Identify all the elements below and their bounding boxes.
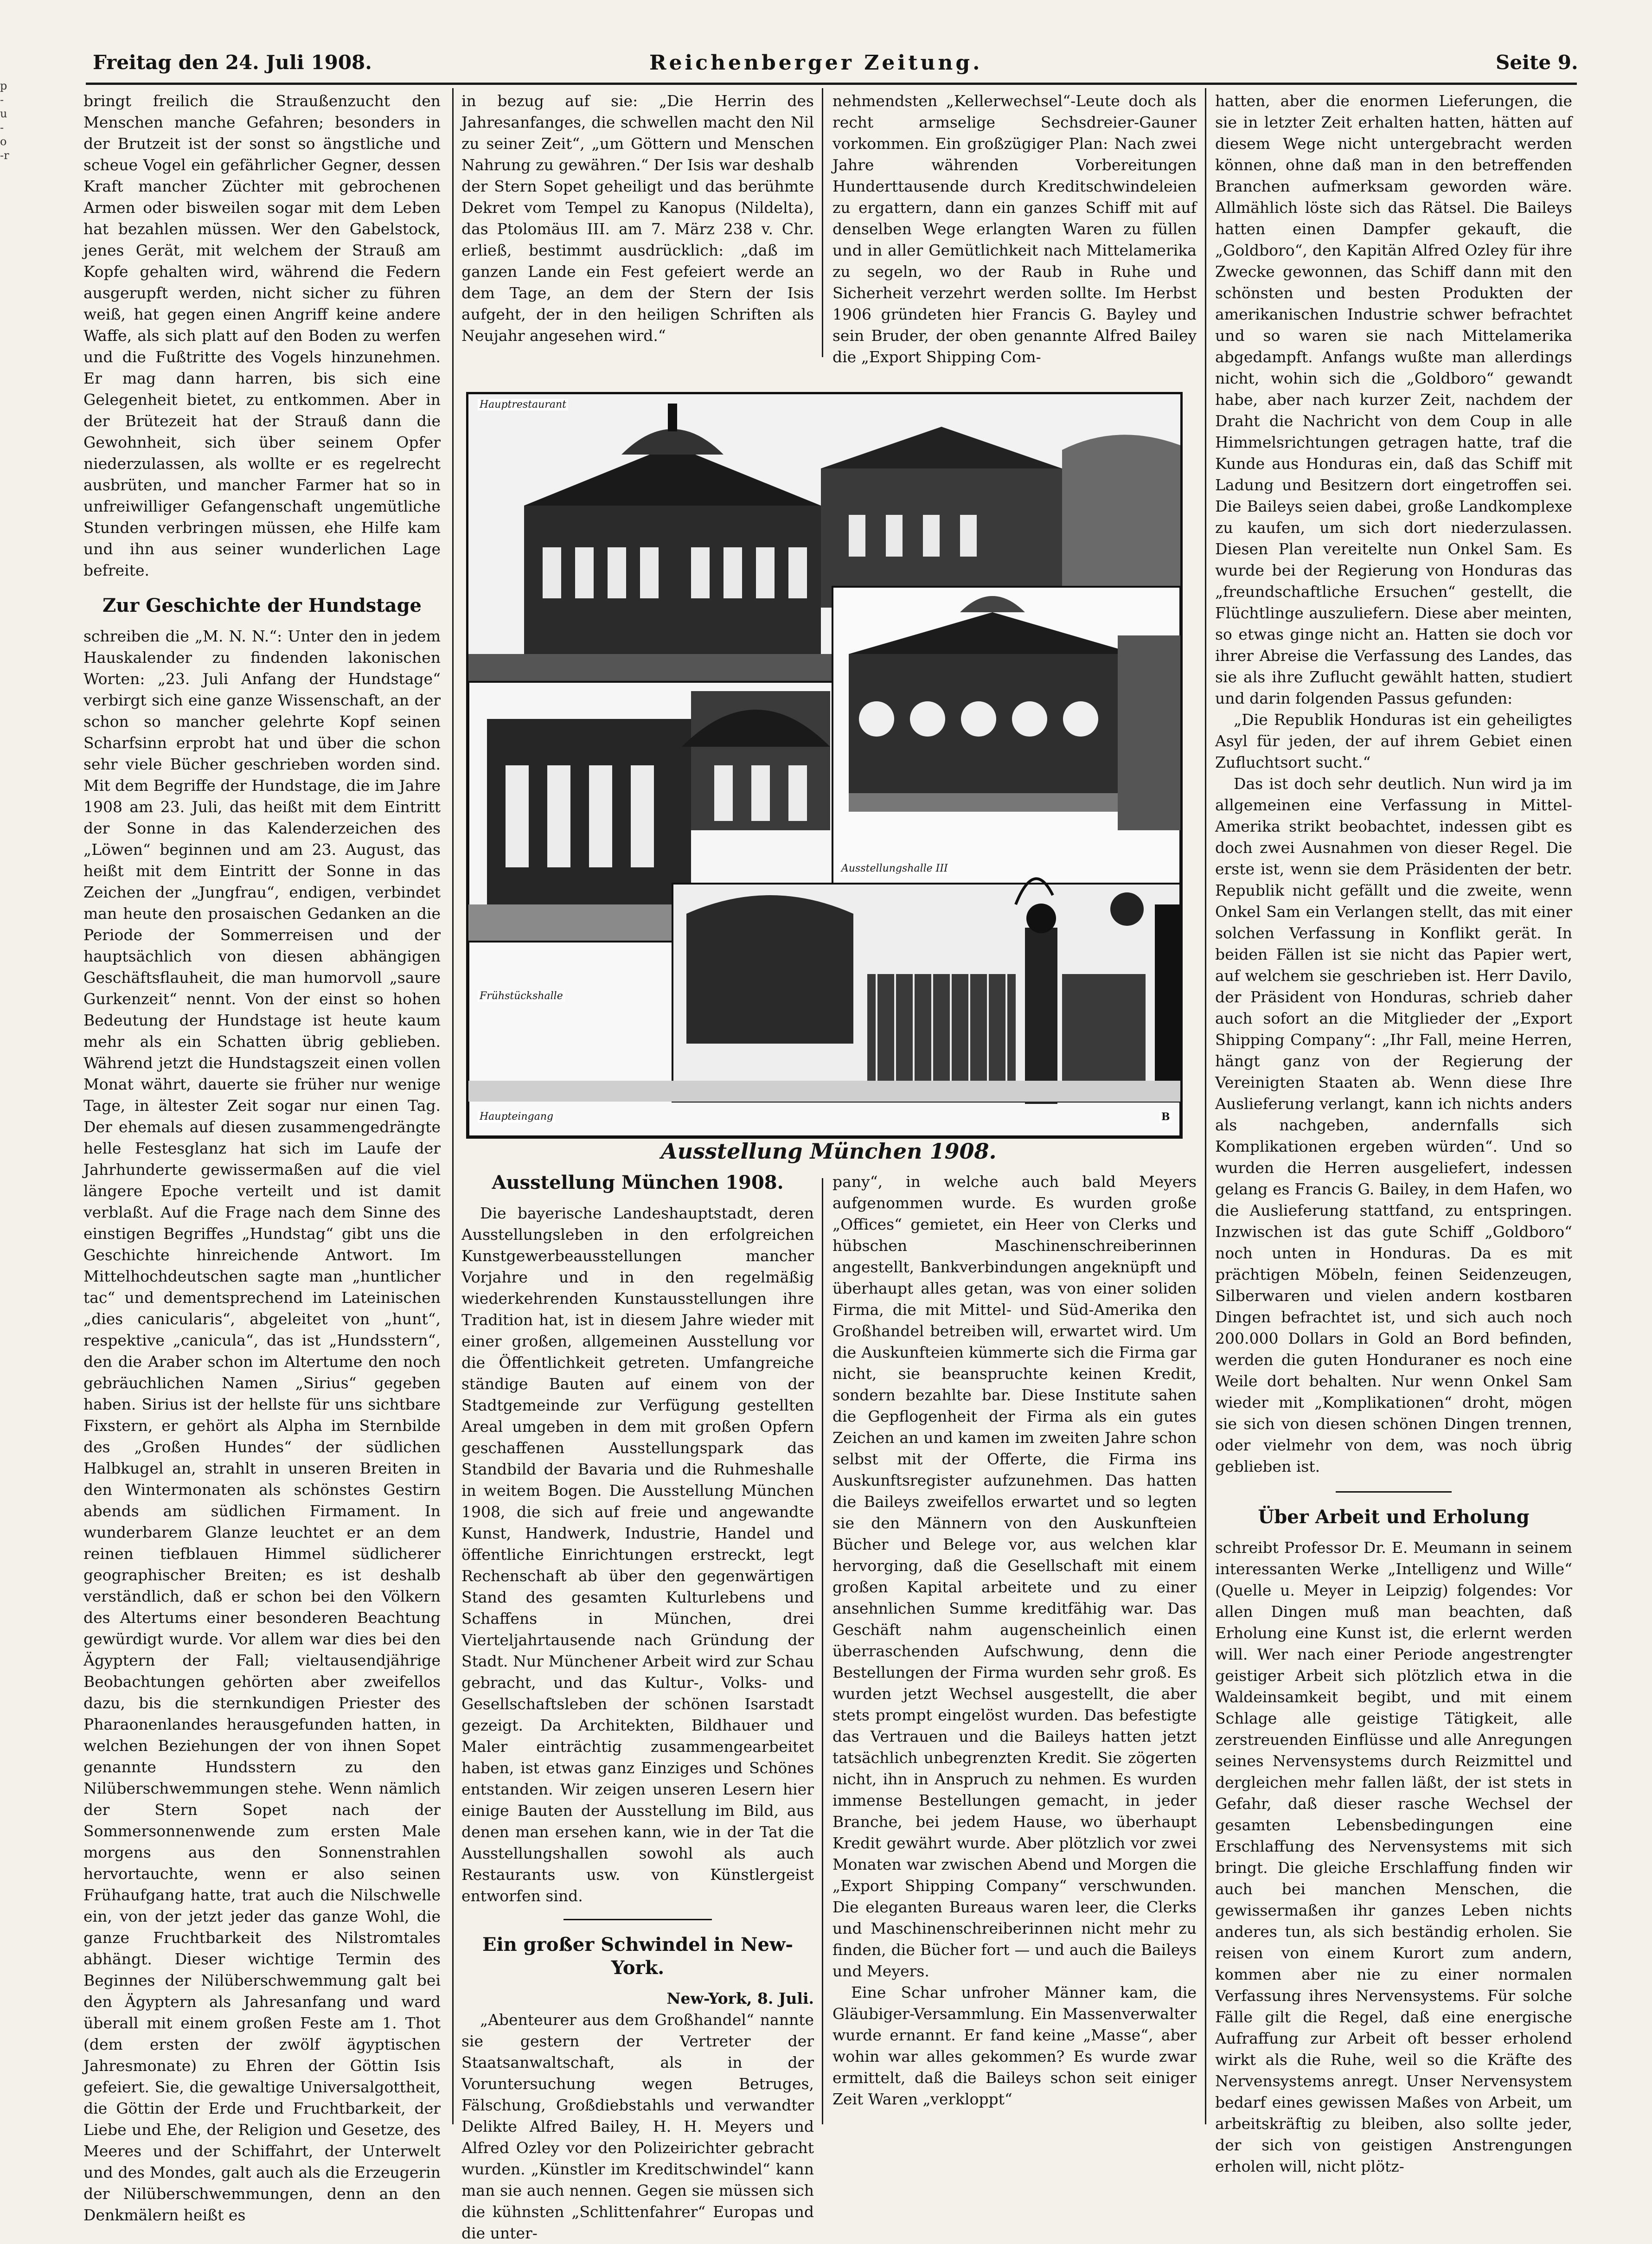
label-main-restaurant: Hauptrestaurant: [478, 399, 568, 410]
ostrich-text: bringt freilich die Straußenzucht den Menschen manche Gefahren; besonders in der Brutzeit ist der sonst so ängstliche und scheue Vogel ein gefährlicher Gegner, dessen Kraft mancher Züchter mit gebrochenen Armen oder bisweilen sogar mit dem Leben hat bezahlen müssen. Wer den Gabelstock, jenes Gerät, mit welchem der Strauß am Kopfe gehalten wird, während die Federn ausgerupft werden, nicht sicher zu führen weiß, hat gegen einen Angriff keine andere Waffe, als sich platt auf den Boden zu werfen und die Fußtritte des Vogels hinzunehmen. Er mag dann harren, bis sich eine Gelegenheit bietet, zu entkommen. Aber in der Brütezeit hat der Strauß dann die Gewohnheit, sich über seinem Opfer niederzulassen, als wollte er es regelrecht ausbrüten, und mancher Farmer hat so in unfreiwilliger Gefangenschaft ungemütliche Stunden verbringen müssen, ehe Hilfe kam und ihn aus seiner wunderlichen Lage befreite.: [83, 92, 441, 579]
header-date: Freitag den 24. Juli 1908.: [93, 51, 372, 74]
exhibition-text: Die bayerische Landeshauptstadt, deren Ausstellungsleben in den erfolgreichen Kunstgewerbeausstellungen mancher Vorjahre und in den regelmäßig wiederkehrenden Kunstausstellungen ihre Tradition hat, ist in diesem Jahre wieder mit einer großen, allgemeinen Ausstellung vor die Öffentlichkeit getreten. Umfangreiche ständige Bauten auf einem von der Stadtgemeinde zur Verfügung gestellten Areal umgeben in dem mit großen Opfern geschaffenen Ausstellungspark das Standbild der Bavaria und die Ruhmeshalle in weitem Bogen. Die Ausstellung München 1908, die sich auf freie und angewandte Kunst, Handwerk, Industrie, Handel und öffentliche Einrichtungen erstreckt, legt Rechenschaft ab über den gegenwärtigen Stand des gesamten Kulturlebens und Schaffens in München, drei Vierteljahrtausende nach Gründung der Stadt. Nur Münchener Arbeit wird zur Schau gebracht, und das Kultur-, Volks- und Gesellschaftsleben der schönen Isarstadt gezeigt. Da Architekten, Bildhauer und Maler einträchtig zusammengearbeitet haben, ist etwas ganz Einziges und Schönes entstanden. Wir zeigen unseren Lesern hier einige Bauten der Ausstellung im Bild, aus denen man ersehen kann, wie in der Tat die Ausstellungshallen sowohl als auch Restaurants usw. von Künstlergeist entworfen sind.: [461, 1204, 814, 1905]
isis-text: in bezug auf sie: „Die Herrin des Jahresanfanges, die schwellen macht den Nil zu seiner Zeit“, „um Göttern und Menschen Nahrung zu gewähren.“ Der Isis war deshalb der Stern Sopet geheiligt und das berühmte Dekret vom Tempel zu Kanopus (Nildelta), das Ptolomäus III. am 7. März 238 v. Chr. erließ, bestimmt ausdrücklich: „daß im ganzen Lande ein Fest gefeiert werde an dem Tage, an dem der Stern der Isis aufgeht, der in den heiligen Schriften als Neujahr angesehen wird.“: [461, 92, 814, 345]
column-3-bottom: [832, 1171, 1197, 2131]
edge-marks: p-u-o-r: [0, 79, 9, 162]
swindle-dateline: New-York, 8. Juli.: [666, 1989, 814, 2007]
column-2-bottom: [461, 1171, 814, 2242]
column-1: [83, 90, 441, 2224]
column-2-top: [461, 90, 814, 350]
honduras-text-continued: Das ist doch sehr deutlich. Nun wird ja im allgemeinen eine Verfassung in Mittel-Amerika strikt beobachtet, indessen gibt es doch zwei Ausnahmen von dieser Regel. Die erste ist, wenn sie dem Präsidenten der betr. Republik nicht gefällt und die zweite, wenn Onkel Sam ein Verlangen stellt, das mit einer solchen Verfassung in Konflikt gerät. In beiden Fällen ist sie nicht das Papier wert, auf welchem sie geschrieben ist. Herr Davilo, der Präsident von Honduras, schrieb daher auch sofort an die Mitglieder der „Export Shipping Company“: „Ihr Fall, meine Herren, hängt ganz von der Regierung der Vereinigten Staaten ab. Wenn diese Ihre Auslieferung verlangt, kann ich nichts anders als nachgeben, andernfalls sich Komplikationen ergeben würden“. Und so wurden die Herren ausgeliefert, indessen gelang es Francis G. Bailey, in dem Hafen, wo die Auslieferung stattfand, zu entspringen. Inzwischen ist das gute Schiff „Goldboro“ noch unten in Honduras. Da es mit prächtigen Möbeln, feinen Seidenzeugen, Silberwaren und vielen andern kostbaren Dingen befrachtet ist, und sich auch noch 200.000 Dollars in Gold an Bord befinden, werden die guten Honduraner es noch eine Weile dort behalten. Nur wenn Onkel Sam wieder mit „Komplikationen“ droht, mögen sie sich von diesen schönen Dingen trennen, oder vielmehr von dem, was noch übrig geblieben ist.: [1215, 775, 1572, 1475]
page-number: Seite 9.: [1496, 51, 1578, 74]
label-main-entrance: Haupteingang: [478, 1111, 555, 1122]
column-4: [1215, 90, 1572, 2175]
hall-three-building: [832, 587, 1180, 884]
exhibition-heading: Ausstellung München 1908.: [492, 1172, 784, 1193]
column-rule-3: [1205, 88, 1206, 2124]
swindle-text-part3: Eine Schar unfroher Männer kam, die Gläubiger-Versammlung. Ein Massenverwalter wurde ernannt. Er fand keine „Masse“, aber wohin war alles gekommen? Es wurde zwar ermittelt, daß die Baileys schon seit einiger Zeit Waren „verkloppt“: [832, 1983, 1197, 2108]
column-3-top: [832, 90, 1197, 378]
header-rule: [86, 83, 1577, 85]
figure-caption: Ausstellung München 1908.: [661, 1139, 997, 1164]
honduras-quote: „Die Republik Honduras ist ein geheiligtes Asyl für jeden, der auf ihrem Gebiet einen Zufluchtsort sucht.“: [1215, 711, 1572, 771]
artist-signature: B: [1159, 1111, 1172, 1123]
column-rule-2b: [822, 1178, 823, 2124]
swindle-text: „Abenteurer aus dem Großhandel“ nannte sie gestern der Vertreter der Staatsanwaltschaft, als in der Voruntersuchung wegen Betruges, Fälschung, Großdiebstahls und verwandter Delikte Alfred Bailey, H. H. Meyers und Alfred Ozley vor den Polizeirichter gebracht wurden. „Künstler im Kreditschwindel“ kann man sie auch nennen. Gegen sie müssen sich die kühnsten „Schlittenfahrer“ Europas und die unter-: [461, 2011, 814, 2242]
arbeit-heading: Über Arbeit und Erholung: [1258, 1506, 1530, 1528]
arbeit-text: schreibt Professor Dr. E. Meumann in seinem interessanten Werke „Intelligenz und Wille“ (Quelle u. Meyer in Leipzig) folgendes: Vor allen Dingen muß man beachten, daß Erholung eine Kunst ist, die erlernt werden will. Wer nach einer Periode angestrengter geistiger Arbeit sich plötzlich etwa in die Waldeinsamkeit begibt, und mit einem Schlage alle geistige Tätigkeit, alle zerstreuenden Einflüsse und alle Anregungen seines Nervensystems durch Reizmittel und dergleichen mehr fallen läßt, der ist stets in Gefahr, daß dieser rasche Wechsel der gesamten Lebensbedingungen eine Erschlaffung des Nervensystems mit sich bringt. Die gleiche Erschlaffung finden wir auch bei manchen Menschen, die gewissermaßen ihr ganzes Leben nichts anderes tun, als sich beständig erholen. Sie reisen von einem Kurort zum andern, kommen aber nie zu einer normalen Verfassung ihres Nervensystems. Für solche Fälle gilt die Regel, daß eine energische Aufraffung zur Arbeit oft besser erholend wirkt als die Ruhe, weil so die Kräfte des Nervensystems anregt. Unser Nervensystem bedarf eines gewissen Maßes von Arbeit, um arbeitskräftig zu bleiben, also sollte jeder, der sich von geistigen Anstrengungen erholen will, nicht plötz-: [1215, 1539, 1572, 2175]
exhibition-illustration: [466, 392, 1183, 1139]
swindle-text-part2: pany“, in welche auch bald Meyers aufgenommen wurde. Es wurden große „Offices“ gemietet, ein Heer von Clerks und hübschen Maschinenschreiberinnen angestellt, Bankverbindungen angeknüpft und überhaupt alles getan, was von einer soliden Firma, die mit Mittel- und Süd-Amerika den Großhandel betreiben will, erwartet wird. Um die Auskunfteien kümmerte sich die Firma gar nicht, sie beanspruchte keinen Kredit, sondern bezahlte bar. Diese Institute sahen die Gepflogenheit der Firma als ein gutes Zeichen an und kamen im zweiten Jahre schon selbst mit der Offerte, die Firma ins Auskunftsregister aufzunehmen. Das hatten die Baileys zweifellos erwartet und so legten sie den Männern von den Auskunfteien Bücher und Belege vor, aus welchen klar hervorging, daß die Gesellschaft mit einem großen Kapital arbeitete und zu einer ansehnlichen Summe kreditfähig war. Das Geschäft nahm augenscheinlich einen überraschenden Aufschwung, denn die Bestellungen der Firma wurden sehr groß. Es wurden jetzt Wechsel ausgestellt, die aber stets prompt eingelöst wurden. Das befestigte das Vertrauen und die Baileys hatten jetzt tatsächlich unbegrenzten Kredit. Sie zögerten nicht, ihn in Anspruch zu nehmen. Es wurden immense Bestellungen gemacht, in jeder Branche, bei jedem Hause, wo überhaupt Kredit gewährt wurde. Aber plötzlich vor zwei Monaten war zwischen Abend und Morgen die „Export Shipping Company“ verschwunden. Die eleganten Bureaus waren leer, die Clerks und Maschinenschreiberinnen nicht mehr zu finden, die Bücher fort — und auch die Baileys und Meyers.: [832, 1173, 1197, 1980]
section-divider-2: [1336, 1477, 1452, 1493]
hundstage-text: schreiben die „M. N. N.“: Unter den in jedem Hauskalender zu findenden lakonischen Worten: „23. Juli Anfang der Hundstage“ verbirgt sich eine ganze Wissenschaft, an der schon so mancher gelehrte Kopf seinen Scharfsinn erprobt hat und über die schon sehr viele Bücher geschrieben worden sind. Mit dem Begriffe der Hundstage, die im Jahre 1908 am 23. Juli, das heißt mit dem Eintritt der Sonne in das Kalenderzeichen des „Löwen“ beginnen und am 23. August, das heißt mit dem Eintritt der Sonne in das Zeichen der „Jungfrau“, endigen, verbindet man heute den prosaischen Gedanken an die Periode der Sommerreisen und der hauptsächlich von diesen abhängigen Geschäftsflauheit, die man humorvoll „saure Gurkenzeit“ nennt. Von der einst so hohen Bedeutung der Hundstage ist heute kaum mehr als ein Schatten übrig geblieben. Während jetzt die Hundstagszeit einen vollen Monat währt, dauerte sie früher nur wenige Tage, in ältester Zeit sogar nur einen Tag. Der ehemals auf diesen zusammengedrängte helle Festesglanz hat sich im Laufe der Jahrhunderte gewissermaßen auf die viel längere Epoche verteilt und ist damit verblaßt. Auf die Frage nach dem Sinne des einstigen Begriffes „Hundstag“ gibt uns die Geschichte hinreichende Antwort. Im Mittelhochdeutschen sagte man „huntlicher tac“ und dementsprechend im Lateinischen „dies canicularis“, abgeleitet von „hunt“, respektive „canicula“, das ist „Hundsstern“, den die Araber schon im Altertume den noch gebräuchlichen Namen „Sirius“ gegeben haben. Sirius ist der hellste für uns sichtbare Fixstern, er gehört als Alpha im Sternbilde des „Großen Hundes“ der südlichen Halbkugel an, strahlt in unseren Breiten in den Wintermonaten als schönstes Gestirn abends am südlichen Firmament. In wunderbarem Glanze leuchtet er an dem reinen tiefblauen Himmel südlicherer geographischer Breiten; es ist deshalb verständlich, daß er schon bei den Völkern des Altertums einer besonderen Beachtung gewürdigt wurde. Vor allem war dies bei den Ägyptern der Fall; vieltausendjährige Beobachtungen gehörten aber zweifellos dazu, bis die sternkundigen Priester des Pharaonenlandes herausgefunden hatten, in welchen Beziehungen der von ihnen Sopet genannte Hundsstern zu den Nilüberschwemmungen stehe. Wenn nämlich der Stern Sopet nach der Sommersonnenwende zum ersten Male morgens aus den Sonnenstrahlen hervortauchte, wenn er also seinen Frühaufgang hatte, trat auch die Nilschwelle ein, von der jetzt jeder das ganze Wohl, die ganze Fruchtbarkeit des Nilstromtales abhängt. Dieser wichtige Termin des Beginnes der Nilüberschwemmung galt bei den Ägyptern als Jahresanfang und ward überall mit einem großen Feste am 1. Thot (dem ersten der zwölf ägyptischen Jahresmonate) zu Ehren der Göttin Isis gefeiert. Sie, die gewaltige Universalgottheit, die Göttin der Erde und Fruchtbarkeit, der Liebe und Ehe, der Religion und Gesetze, des Meeres und der Schiffahrt, der Unterwelt und des Mondes, galt auch als die Erzeugerin der Nilüberschwemmungen, denn an den Denkmälern heißt es: [83, 627, 441, 2224]
hundstage-heading: Zur Geschichte der Hundstage: [102, 595, 422, 616]
exhibition-drawing: [468, 394, 1180, 1136]
label-hall-three: Ausstellungshalle III: [839, 863, 950, 874]
section-divider: [563, 1907, 712, 1920]
swindle-text-continued: nehmendsten „Kellerwechsel“-Leute doch als recht armselige Sechsdreier-Gauner vorkommen. Ein großzügiger Plan: Nach zwei Jahre währenden Vorbereitungen Hunderttausende durch Kreditschwindeleien zu ergattern, dann ein ganzes Schiff mit auf denselben Wege erlangten Waren zu füllen und in aller Gemütlichkeit nach Mittelamerika zu segeln, wo der Raub in Ruhe und Sicherheit verzehrt werden sollte. Im Herbst 1906 gründeten hier Francis G. Bayley und sein Bruder, der oben genannte Alfred Bailey die „Export Shipping Com-: [832, 92, 1197, 366]
column-rule-1: [452, 88, 454, 2124]
masthead: Reichenberger Zeitung.: [649, 51, 983, 75]
column-rule-2: [822, 88, 823, 357]
label-breakfast-hall: Frühstückshalle: [478, 990, 565, 1002]
swindle-heading: Ein großer Schwindel in New-York.: [482, 1934, 794, 1979]
honduras-text: hatten, aber die enormen Lieferungen, die sie in letzter Zeit erhalten hatten, hätten auf diesem Wege nicht untergebracht werden können, ohne daß man in den betreffenden Branchen aufmerksam geworden wäre. Allmählich löste sich das Rätsel. Die Baileys hatten einen Dampfer gekauft, die „Goldboro“, den Kapitän Alfred Ozley für ihre Zwecke gewonnen, das Schiff dann mit den schönsten und besten Produkten der amerikanischen Industrie schwer befrachtet und so waren sie nach Mittelamerika abgedampft. Anfangs wußte man allerdings nicht, wohin sich die „Goldboro“ gewandt habe, aber nach kurzer Zeit, nachdem der Draht die Nachricht von dem Coup in alle Himmelsrichtungen getragen hatte, traf die Kunde aus Honduras ein, daß das Schiff mit Ladung und Besitzern dort eingetroffen sei. Die Baileys seien dabei, große Landkomplexe zu kaufen, um sich dort niederzulassen. Diesen Plan vereitelte nun Onkel Sam. Es wurde bei der Regierung von Honduras das „freundschaftliche Ersuchen“ gestellt, die Flüchtlinge auszuliefern. Diese aber meinten, so etwas ginge nicht an. Hatten sie doch vor ihrer Abreise die Verfassung des Landes, das sie als ihre Zuflucht gewählt hatten, studiert und darin folgenden Passus gefunden:: [1215, 92, 1572, 707]
